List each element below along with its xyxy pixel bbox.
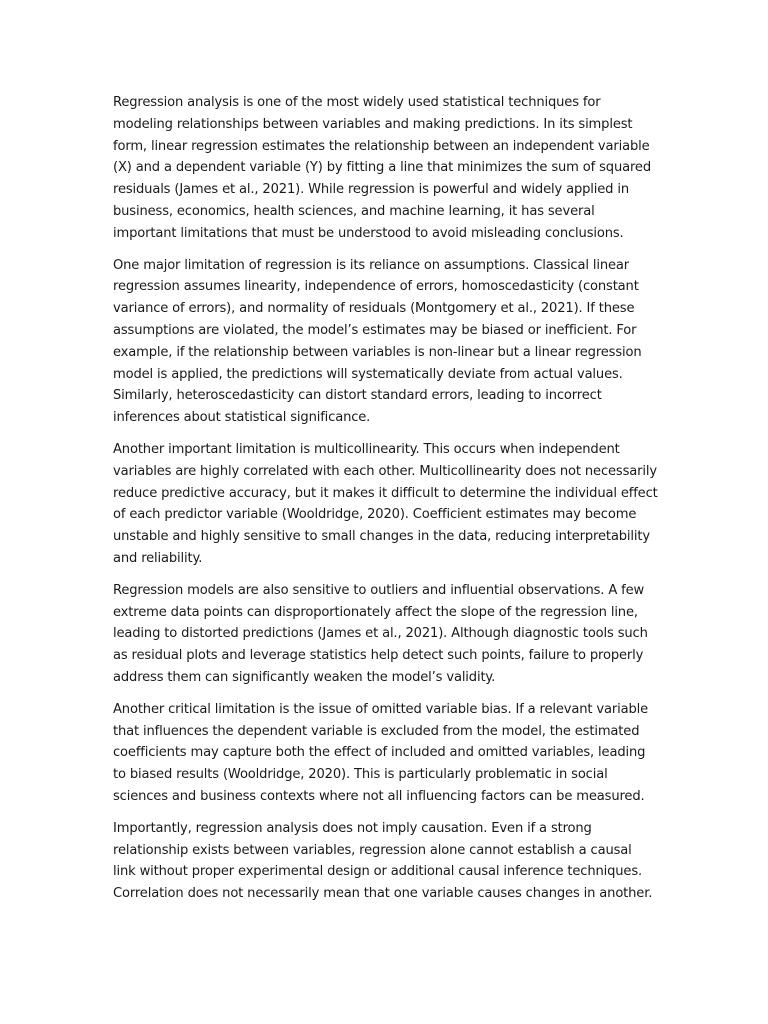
paragraph-omitted-variable-bias: Another critical limitation is the issue of omitted variable bias. If a relevant variable that influences the dependent variable is excluded from the model, the estimated coefficients may capture both the effect of included and omitted variables, leading to biased results (Wooldridge, 2020). This is particularly problematic in social sciences and business contexts where not all influencing factors can be measured. [113, 701, 649, 804]
document-body [113, 92, 658, 915]
paragraph-intro: Regression analysis is one of the most widely used statistical techniques for modeling relationships between variables and making predictions. In its simplest form, linear regression estimates the relationship between an independent variable (X) and a dependent variable (Y) by fitting a line that minimizes the sum of squared residuals (James et al., 2021). While regression is powerful and widely applied in business, economics, health sciences, and machine learning, it has several important limitations that must be understood to avoid misleading conclusions. [113, 95, 651, 241]
paragraph-causation: Importantly, regression analysis does not imply causation. Even if a strong relationship exists between variables, regression alone cannot establish a causal link without proper experimental design or additional causal inference techniques. Correlation does not necessarily mean that one variable causes changes in another. [113, 820, 653, 902]
paragraph-outliers: Regression models are also sensitive to outliers and influential observations. A few extreme data points can disproportionately affect the slope of the regression line, leading to distorted predictions (James et al., 2021). Although diagnostic tools such as residual plots and leverage statistics help detect such points, failure to properly address them can significantly weaken the model’s validity. [113, 582, 648, 685]
paragraph-multicollinearity: Another important limitation is multicollinearity. This occurs when independent variables are highly correlated with each other. Multicollinearity does not necessarily reduce predictive accuracy, but it makes it difficult to determine the individual effect of each predictor variable (Wooldridge, 2020). Coefficient estimates may become unstable and highly sensitive to small changes in the data, reducing interpretability and reliability. [113, 441, 658, 566]
paragraph-assumptions: One major limitation of regression is its reliance on assumptions. Classical linear regression assumes linearity, independence of errors, homoscedasticity (constant variance of errors), and normality of residuals (Montgomery et al., 2021). If these assumptions are violated, the model’s estimates may be biased or inefficient. For example, if the relationship between variables is non-linear but a linear regression model is applied, the predictions will systematically deviate from actual values. Similarly, heteroscedasticity can distort standard errors, leading to incorrect inferences about statistical significance. [113, 257, 642, 426]
